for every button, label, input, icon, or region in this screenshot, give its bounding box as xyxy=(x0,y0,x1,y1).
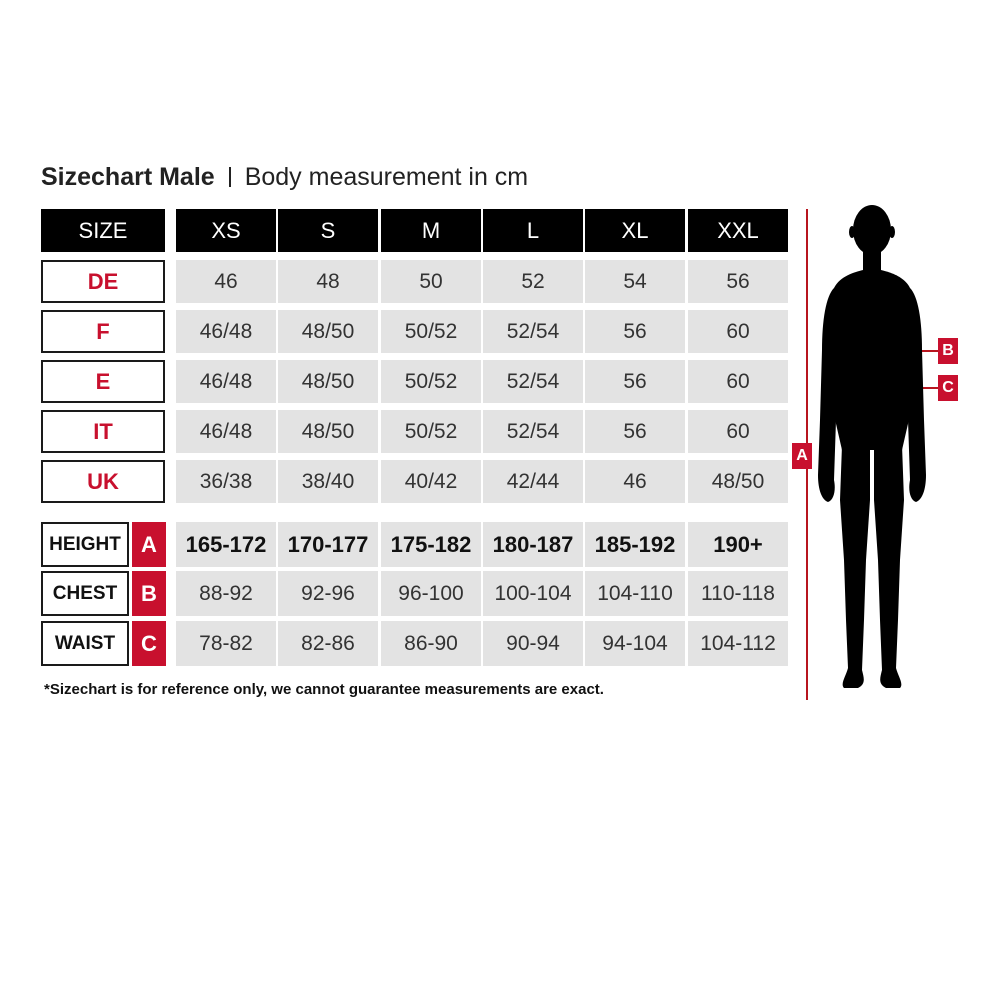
measurement-cell: 78-82 xyxy=(176,621,276,666)
measurement-cell: 170-177 xyxy=(278,522,378,567)
region-cell: 48/50 xyxy=(278,360,378,403)
size-header-label: SIZE xyxy=(41,209,165,252)
measurement-label-height: HEIGHT xyxy=(41,522,129,567)
region-cell: 50/52 xyxy=(381,310,481,353)
measurement-cell: 88-92 xyxy=(176,571,276,616)
region-cell: 46 xyxy=(585,460,685,503)
measurement-cell: 180-187 xyxy=(483,522,583,567)
region-cell: 46 xyxy=(176,260,276,303)
male-body-silhouette xyxy=(810,200,930,705)
measurement-cell: 185-192 xyxy=(585,522,685,567)
region-cell: 56 xyxy=(585,310,685,353)
region-cell: 36/38 xyxy=(176,460,276,503)
title-subtitle: Body measurement in cm xyxy=(244,163,529,191)
region-cell: 38/40 xyxy=(278,460,378,503)
region-cell: 52/54 xyxy=(483,310,583,353)
region-cell: 56 xyxy=(585,360,685,403)
region-cell: 50/52 xyxy=(381,360,481,403)
region-cell: 48/50 xyxy=(278,410,378,453)
title-main: Sizechart Male xyxy=(41,163,215,191)
region-label-de: DE xyxy=(41,260,165,303)
measurement-letter-a: A xyxy=(132,522,166,567)
size-header-s: S xyxy=(278,209,378,252)
measurement-cell: 110-118 xyxy=(688,571,788,616)
region-cell: 60 xyxy=(688,360,788,403)
region-cell: 50/52 xyxy=(381,410,481,453)
size-header-xxl: XXL xyxy=(688,209,788,252)
disclaimer-note: *Sizechart is for reference only, we cannot guarantee measurements are exact. xyxy=(44,681,604,698)
page-title xyxy=(41,160,528,194)
size-header-xs: XS xyxy=(176,209,276,252)
measurement-cell: 165-172 xyxy=(176,522,276,567)
measurement-cell: 175-182 xyxy=(381,522,481,567)
measurement-cell: 104-112 xyxy=(688,621,788,666)
measurement-cell: 96-100 xyxy=(381,571,481,616)
measurement-label-waist: WAIST xyxy=(41,621,129,666)
measurement-cell: 90-94 xyxy=(483,621,583,666)
region-cell: 52/54 xyxy=(483,410,583,453)
size-header-l: L xyxy=(483,209,583,252)
region-cell: 48/50 xyxy=(688,460,788,503)
size-header-m: M xyxy=(381,209,481,252)
region-cell: 54 xyxy=(585,260,685,303)
measurement-letter-c: C xyxy=(132,621,166,666)
region-label-uk: UK xyxy=(41,460,165,503)
region-cell: 40/42 xyxy=(381,460,481,503)
measurement-cell: 94-104 xyxy=(585,621,685,666)
region-cell: 46/48 xyxy=(176,360,276,403)
region-cell: 42/44 xyxy=(483,460,583,503)
region-cell: 48/50 xyxy=(278,310,378,353)
measurement-label-chest: CHEST xyxy=(41,571,129,616)
region-label-e: E xyxy=(41,360,165,403)
measurement-cell: 92-96 xyxy=(278,571,378,616)
region-cell: 56 xyxy=(585,410,685,453)
size-header-xl: XL xyxy=(585,209,685,252)
region-cell: 46/48 xyxy=(176,310,276,353)
measurement-cell: 86-90 xyxy=(381,621,481,666)
region-cell: 60 xyxy=(688,310,788,353)
chest-tag: B xyxy=(938,338,958,364)
measurement-cell: 100-104 xyxy=(483,571,583,616)
region-cell: 46/48 xyxy=(176,410,276,453)
measurement-cell: 104-110 xyxy=(585,571,685,616)
measurement-letter-b: B xyxy=(132,571,166,616)
region-cell: 56 xyxy=(688,260,788,303)
region-cell: 52 xyxy=(483,260,583,303)
region-label-f: F xyxy=(41,310,165,353)
height-tag: A xyxy=(792,443,812,469)
region-label-it: IT xyxy=(41,410,165,453)
measurement-cell: 82-86 xyxy=(278,621,378,666)
region-cell: 50 xyxy=(381,260,481,303)
measurement-cell: 190+ xyxy=(688,522,788,567)
region-cell: 48 xyxy=(278,260,378,303)
waist-tag: C xyxy=(938,375,958,401)
title-separator xyxy=(229,167,231,187)
region-cell: 60 xyxy=(688,410,788,453)
region-cell: 52/54 xyxy=(483,360,583,403)
